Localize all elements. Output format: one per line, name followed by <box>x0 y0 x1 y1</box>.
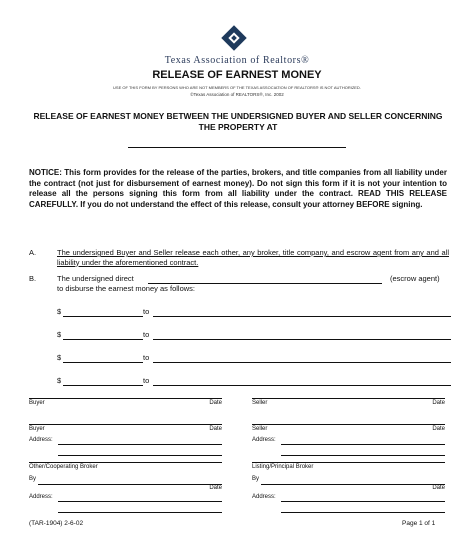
disbursement-row <box>57 353 451 365</box>
item-a-letter: A. <box>29 248 37 257</box>
seller-2-label: Seller <box>252 426 268 432</box>
payee-field[interactable] <box>153 316 451 317</box>
to-label: to <box>143 330 150 339</box>
item-b-letter: B. <box>29 274 37 283</box>
to-label: to <box>143 376 150 385</box>
seller-2-date-label: Date <box>432 426 445 432</box>
seller-1-label: Seller <box>252 400 268 406</box>
amount-field[interactable] <box>63 316 143 317</box>
payee-field[interactable] <box>153 362 451 363</box>
buyer-address-label: Address: <box>29 437 53 443</box>
item-b-text-part3: to disburse the earnest money as follows: <box>57 284 195 293</box>
to-label: to <box>143 307 150 316</box>
dollar-sign: $ <box>57 307 62 316</box>
disbursement-row <box>57 330 451 342</box>
buyer-2-date-label: Date <box>209 426 222 432</box>
listing-broker-by-label: By <box>252 476 260 482</box>
buyer-address-field[interactable] <box>58 444 222 445</box>
item-b-text-part1: The undersigned direct <box>57 274 134 283</box>
copyright-notice: ©Texas Association of REALTORS®, Inc. 2002 <box>190 92 284 97</box>
dollar-sign: $ <box>57 330 62 339</box>
seller-address-field-2[interactable] <box>281 455 445 456</box>
seller-1-signature-line[interactable] <box>252 398 445 399</box>
seller-address-field[interactable] <box>281 444 445 445</box>
other-broker-line[interactable] <box>29 462 222 463</box>
tar-logo-icon <box>220 24 248 52</box>
other-broker-address-label: Address: <box>29 494 53 500</box>
item-a-release-text: The undersigned Buyer and Seller release each other, any broker, title company, and escrow agent from any and all liability under the aforementioned contract. <box>57 248 449 267</box>
other-broker-date-label: Date <box>209 485 222 491</box>
notice-paragraph: NOTICE: This form provides for the release of the parties, brokers, and title companies from all liability under the contract (not just for disbursement of earnest money). Do not sign this form if it is not your intention to release all the persons signing this form from all liability under the contract. READ THIS RELEASE CAREFULLY. If you do not understand the effect of this release, consult your attorney BEFORE signing. <box>29 168 447 209</box>
dollar-sign: $ <box>57 376 62 385</box>
page-number: Page 1 of 1 <box>402 520 436 527</box>
listing-broker-date-label: Date <box>432 485 445 491</box>
listing-broker-address-label: Address: <box>252 494 276 500</box>
item-b-text-part2: (escrow agent) <box>390 274 440 283</box>
other-broker-by-label: By <box>29 476 37 482</box>
form-id: (TAR-1904) 2-6-02 <box>29 520 84 527</box>
other-broker-address-field-2[interactable] <box>58 512 222 513</box>
usage-disclaimer: USE OF THIS FORM BY PERSONS WHO ARE NOT MEMBERS OF THE TEXAS ASSOCIATION OF REALTORS® IS NOT AUTHORIZED. <box>113 85 361 90</box>
release-heading: RELEASE OF EARNEST MONEY BETWEEN THE UNDERSIGNED BUYER AND SELLER CONCERNING THE PROPERTY AT <box>33 111 443 132</box>
to-label: to <box>143 353 150 362</box>
listing-broker-label: Listing/Principal Broker <box>252 464 314 470</box>
listing-broker-address-field[interactable] <box>281 501 445 502</box>
buyer-1-label: Buyer <box>29 400 45 406</box>
amount-field[interactable] <box>63 339 143 340</box>
disbursement-row <box>57 376 451 388</box>
payee-field[interactable] <box>153 385 451 386</box>
disbursement-row <box>57 307 451 319</box>
buyer-2-signature-line[interactable] <box>29 424 222 425</box>
seller-address-label: Address: <box>252 437 276 443</box>
dollar-sign: $ <box>57 353 62 362</box>
org-name: Texas Association of Realtors® <box>164 55 310 66</box>
seller-2-signature-line[interactable] <box>252 424 445 425</box>
other-broker-label: Other/Cooperating Broker <box>29 464 98 470</box>
buyer-address-field-2[interactable] <box>58 455 222 456</box>
listing-broker-address-field-2[interactable] <box>281 512 445 513</box>
seller-1-date-label: Date <box>432 400 445 406</box>
other-broker-address-field[interactable] <box>58 501 222 502</box>
amount-field[interactable] <box>63 385 143 386</box>
buyer-1-signature-line[interactable] <box>29 398 222 399</box>
amount-field[interactable] <box>63 362 143 363</box>
listing-broker-line[interactable] <box>252 462 445 463</box>
property-address-field[interactable] <box>128 147 346 148</box>
item-a-text <box>57 248 449 267</box>
form-title: RELEASE OF EARNEST MONEY <box>152 69 322 81</box>
buyer-2-label: Buyer <box>29 426 45 432</box>
buyer-1-date-label: Date <box>209 400 222 406</box>
payee-field[interactable] <box>153 339 451 340</box>
